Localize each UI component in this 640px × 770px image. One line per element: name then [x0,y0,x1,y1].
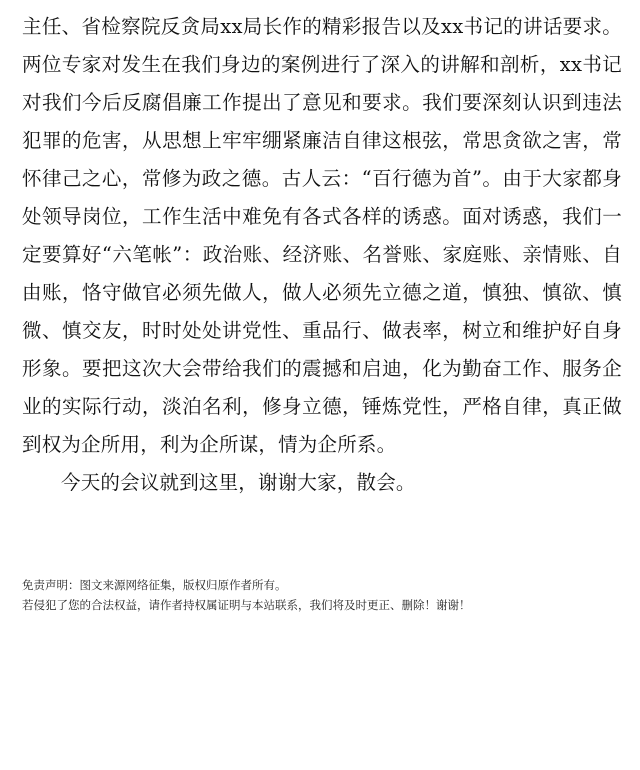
disclaimer-line-1: 免责声明：图文来源网络征集，版权归原作者所有。 [22,578,287,592]
paragraph-main: 主任、省检察院反贪局xx局长作的精彩报告以及xx书记的讲话要求。两位专家对发生在我们身边的案例进行了深入的讲解和剖析，xx书记对我们今后反腐倡廉工作提出了意见和要求。我们要深刻认识到违法犯罪的危害，从思想上牢牢绷紧廉洁自律这根弦，常思贪欲之害，常怀律己之心，常修为政之德。古人云：“百行德为首”。由于大家都身处领导岗位，工作生活中难免有各式各样的诱惑。面对诱惑，我们一定要算好“六笔帐”：政治账、经济账、名誉账、家庭账、亲情账、自由账，恪守做官必须先做人，做人必须先立德之道，慎独、慎欲、慎微、慎交友，时时处处讲党性、重品行、做表率，树立和维护好自身形象。要把这次大会带给我们的震撼和启迪，化为勤奋工作、服务企业的实际行动，淡泊名利，修身立德，锤炼党性，严格自律，真正做到权为企所用，利为企所谋，情为企所系。 [22,15,622,456]
disclaimer-line-2: 若侵犯了您的合法权益，请作者持权属证明与本站联系，我们将及时更正、删除！谢谢！ [22,598,471,612]
document-body [22,8,622,502]
paragraph-closing: 今天的会议就到这里，谢谢大家，散会。 [61,471,416,494]
disclaimer [22,575,622,615]
